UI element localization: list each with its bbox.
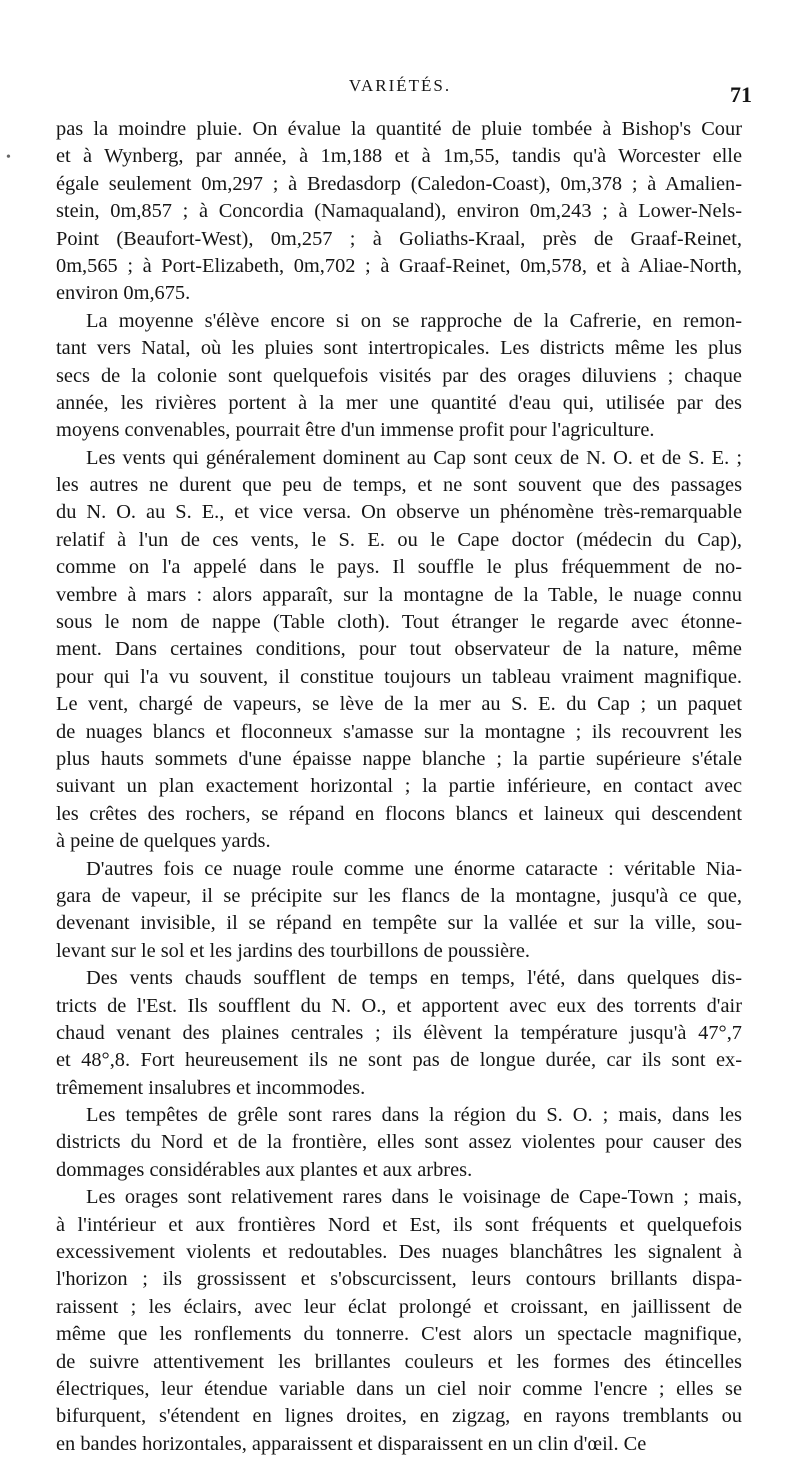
text-line: 0m,565 ; à Port-Elizabeth, 0m,702 ; à Graaf-Reinet, 0m,578, et à Aliae-North, <box>56 254 742 277</box>
text-line: ment. Dans certaines conditions, pour tout observateur de la nature, même <box>56 638 742 661</box>
text-line: les crêtes des rochers, se répand en flocons blancs et laineux qui descendent <box>56 802 742 825</box>
text-line: Le vent, chargé de vapeurs, se lève de la mer au S. E. du Cap ; un paquet <box>56 693 742 716</box>
text-line: de nuages blancs et floconneux s'amasse sur la montagne ; ils recouvrent les <box>56 720 742 743</box>
text-line: chaud venant des plaines centrales ; ils élèvent la température jusqu'à 47°,7 <box>56 1021 742 1044</box>
body-text <box>56 116 742 1458</box>
paragraph <box>56 856 742 966</box>
text-line: électriques, leur étendue variable dans un ciel noir comme l'encre ; elles se <box>56 1377 742 1400</box>
page-header <box>0 76 800 106</box>
text-line: moyens convenables, pourrait être d'un immense profit pour l'agriculture. <box>56 419 655 442</box>
text-line: stein, 0m,857 ; à Concordia (Namaqualand), environ 0m,243 ; à Lower-Nels- <box>56 200 742 223</box>
text-line: relatif à l'un de ces vents, le S. E. ou le Cape doctor (médecin du Cap), <box>56 528 742 551</box>
text-line: pas la moindre pluie. On évalue la quantité de pluie tombée à Bishop's Cour <box>56 118 742 140</box>
text-line: secs de la colonie sont quelquefois visités par des orages diluviens ; chaque <box>56 364 742 387</box>
text-line: Les vents qui généralement dominent au Cap sont ceux de N. O. et de S. E. ; <box>86 446 742 469</box>
text-line: plus hauts sommets d'une épaisse nappe blanche ; la partie supérieure s'étale <box>56 747 742 770</box>
text-line: environ 0m,675. <box>56 282 191 305</box>
text-line: tricts de l'Est. Ils soufflent du N. O., et apportent avec eux des torrents d'air <box>56 994 742 1017</box>
text-line: tant vers Natal, où les pluies sont intertropicales. Les districts même les plus <box>56 337 742 360</box>
text-line: devenant invisible, il se répand en tempête sur la vallée et sur la ville, sou- <box>56 912 742 935</box>
text-line: raissent ; les éclairs, avec leur éclat prolongé et croissant, en jaillissent de <box>56 1295 742 1318</box>
paragraph <box>56 445 742 856</box>
text-line: D'autres fois ce nuage roule comme une énorme cataracte : véritable Nia- <box>86 857 742 880</box>
text-line: année, les rivières portent à la mer une quantité d'eau qui, utilisée par des <box>56 391 742 414</box>
paragraph <box>56 965 742 1102</box>
text-line: gara de vapeur, il se précipite sur les flancs de la montagne, jusqu'à ce que, <box>56 884 742 907</box>
text-line: comme on l'a appelé dans le pays. Il souffle le plus fréquemment de no- <box>56 556 742 579</box>
text-line: vembre à mars : alors apparaît, sur la montagne de la Table, le nuage connu <box>56 583 742 606</box>
paragraph <box>56 116 742 308</box>
text-line: bifurquent, s'étendent en lignes droites, en zigzag, en rayons tremblants ou <box>56 1405 742 1428</box>
text-line: en bandes horizontales, apparaissent et disparaissent en un clin d'œil. Ce <box>56 1432 647 1455</box>
paragraph <box>56 1102 742 1184</box>
text-line: Les tempêtes de grêle sont rares dans la région du S. O. ; mais, dans les <box>86 1104 742 1127</box>
text-line: La moyenne s'élève encore si on se rapproche de la Cafrerie, en remon- <box>86 309 742 332</box>
text-line: et à Wynberg, par année, à 1m,188 et à 1m,55, tandis qu'à Worcester elle <box>56 145 742 168</box>
running-head: VARIÉTÉS. <box>348 76 452 95</box>
page-number: 71 <box>730 82 752 107</box>
text-line: Les orages sont relativement rares dans le voisinage de Cape-Town ; mais, <box>86 1186 742 1209</box>
text-line: même que les ronflements du tonnerre. C'est alors un spectacle magnifique, <box>56 1323 742 1346</box>
text-line: Des vents chauds soufflent de temps en temps, l'été, dans quelques dis- <box>86 967 742 990</box>
text-line: excessivement violents et redoutables. Des nuages blanchâtres les signalent à <box>56 1241 742 1264</box>
text-line: égale seulement 0m,297 ; à Bredasdorp (Caledon-Coast), 0m,378 ; à Amalien- <box>56 172 742 195</box>
text-line: sous le nom de nappe (Table cloth). Tout étranger le regarde avec étonne- <box>56 611 742 634</box>
text-line: Point (Beaufort-West), 0m,257 ; à Goliaths-Kraal, près de Graaf-Reinet, <box>56 227 742 250</box>
text-line: du N. O. au S. E., et vice versa. On observe un phénomène très-remarquable <box>56 501 742 524</box>
text-line: pour qui l'a vu souvent, il constitue toujours un tableau vraiment magnifique. <box>56 665 742 688</box>
text-line: suivant un plan exactement horizontal ; la partie inférieure, en contact avec <box>56 775 742 798</box>
text-line: les autres ne durent que peu de temps, et ne sont souvent que des passages <box>56 474 742 497</box>
text-line: et 48°,8. Fort heureusement ils ne sont pas de longue durée, car ils sont ex- <box>56 1049 742 1072</box>
text-line: trêmement insalubres et incommodes. <box>56 1076 366 1099</box>
text-line: dommages considérables aux plantes et aux arbres. <box>56 1158 473 1181</box>
margin-mark: • <box>6 150 11 165</box>
text-line: à peine de quelques yards. <box>56 830 271 853</box>
paragraph <box>56 1184 742 1458</box>
text-line: districts du Nord et de la frontière, elles sont assez violentes pour causer des <box>56 1131 742 1154</box>
text-line: de suivre attentivement les brillantes couleurs et les formes des étincelles <box>56 1350 742 1373</box>
text-line: l'horizon ; ils grossissent et s'obscurcissent, leurs contours brillants dispa- <box>56 1268 742 1291</box>
text-line: à l'intérieur et aux frontières Nord et Est, ils sont fréquents et quelquefois <box>56 1213 742 1236</box>
paragraph <box>56 308 742 445</box>
text-line: levant sur le sol et les jardins des tourbillons de poussière. <box>56 939 530 962</box>
